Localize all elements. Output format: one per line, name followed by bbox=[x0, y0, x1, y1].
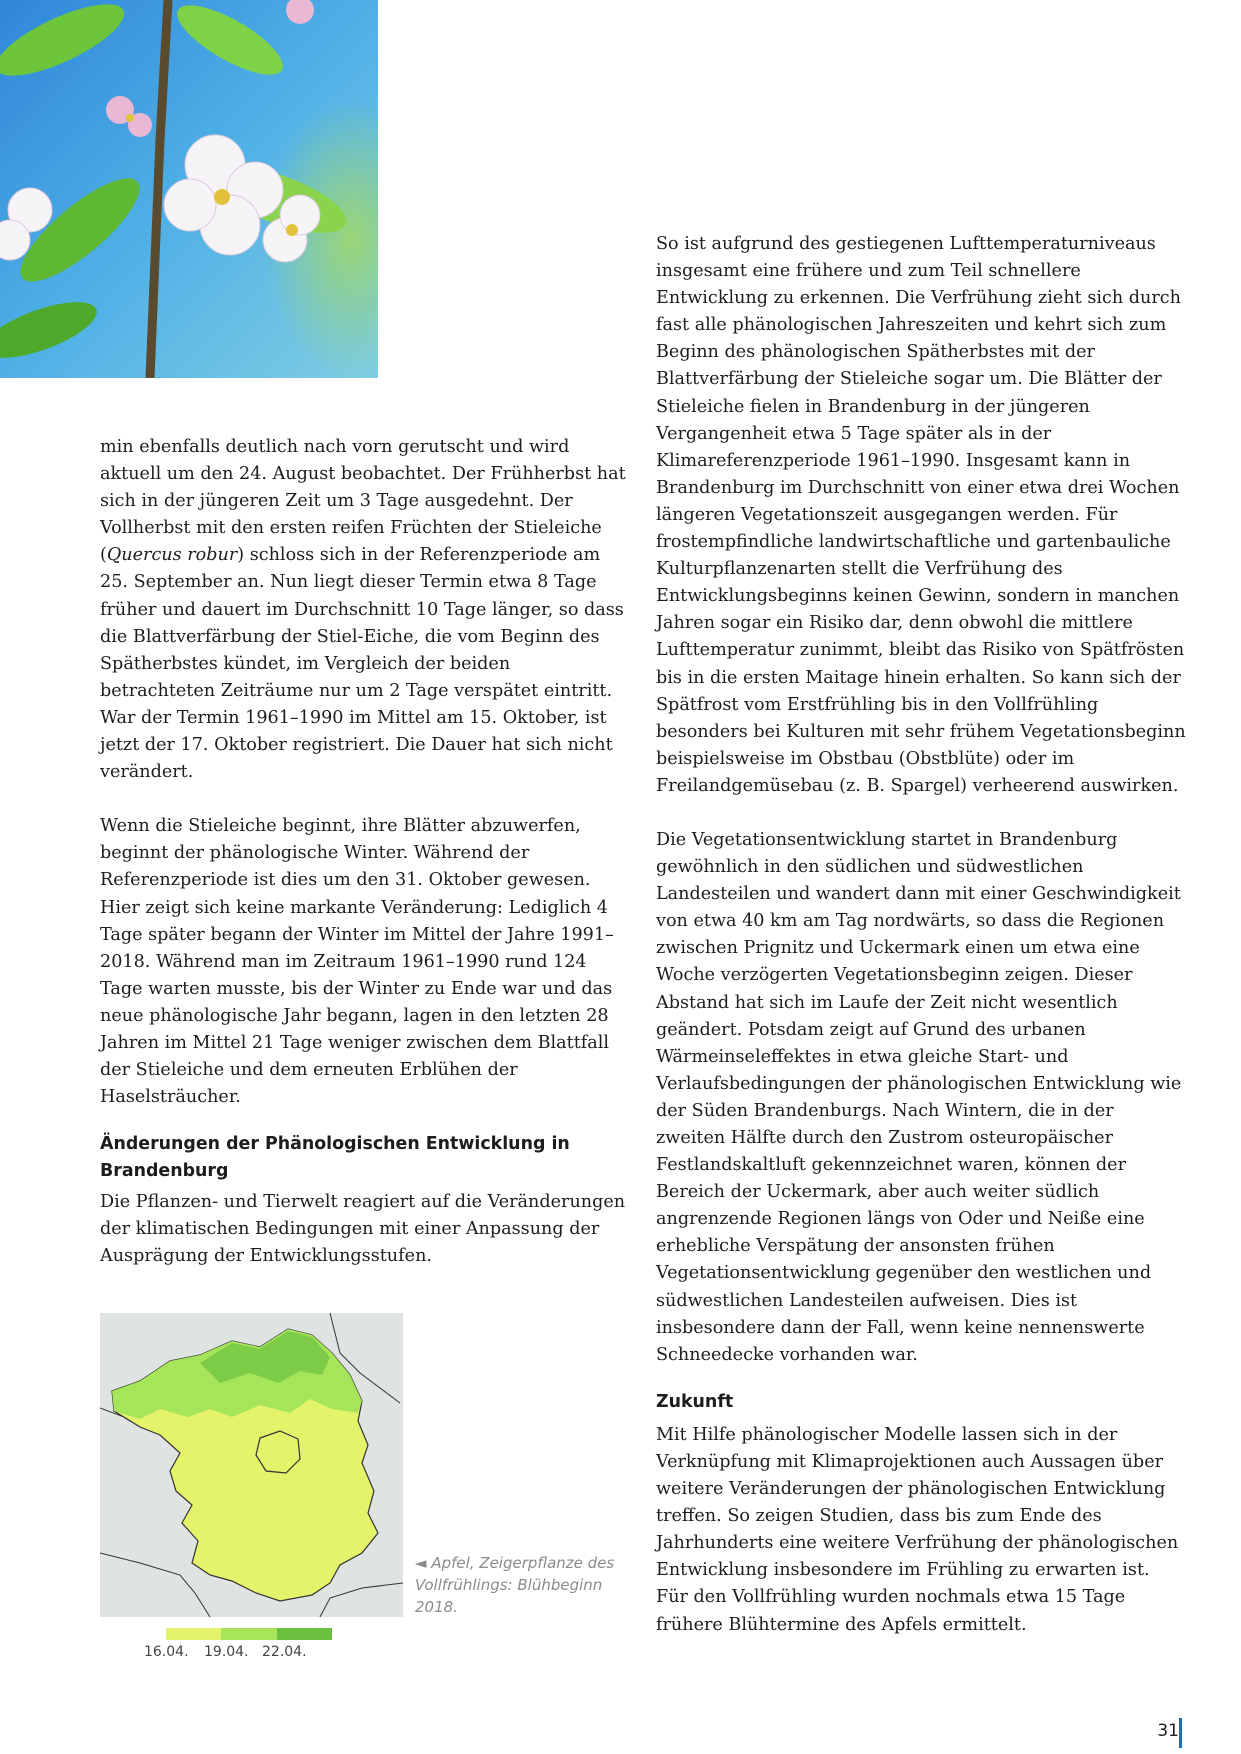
paragraph: Wenn die Stieleiche beginnt, ihre Blätter abzuwerfen, beginnt der phänologische Winter. Während der Referenzperiode ist dies um den 31. Oktober gewesen. Hier zeigt sich keine markante Veränderung: Lediglich 4 Tage später begann der Winter im Mittel der Jahre 1991–2018. Während man im Zeitraum 1961–1990 rund 124 Tage warten musste, bis der Winter zu Ende war und das neue phänologische Jahr begann, lagen in den letzten 28 Jahren im Mittel 21 Tage weniger zwischen dem Blattfall der Stieleiche und dem erneuten Erblühen der Haselsträucher. bbox=[100, 816, 614, 1108]
paragraph: Die Vegetationsentwicklung startet in Brandenburg gewöhnlich in den südlichen und südwestlichen Landesteilen und wandert dann mit einer Geschwindigkeit von etwa 40 km am Tag nordwärts, so dass die Regionen zwischen Prignitz und Uckermark einen um etwa eine Woche verzögerten Vegetationsbeginn zeigen. Dieser Abstand hat sich im Laufe der Zeit nicht wesentlich geändert. Potsdam zeigt auf Grund des urbanen Wärmeinseleffektes in etwa gleiche Start- und Verlaufsbedingungen der phänologischen Entwicklung wie der Süden Brandenburgs. Nach Wintern, die in der zweiten Hälfte durch den Zustrom osteuropäischer Festlandskaltluft gekennzeichnet waren, können der Bereich der Uckermark, aber auch weiter südlich angrenzende Regionen längs von Oder und Neiße eine erhebliche Verspätung der ansonsten frühen Vegetationsentwicklung gegenüber den westlichen und südwestlichen Landesteilen aufweisen. Dies ist insbesondere dann der Fall, wenn keine nennenswerte Schneedecke vorhanden war. bbox=[656, 829, 1182, 1365]
legend-swatch bbox=[166, 1628, 221, 1640]
figure-caption: ◄ Apfel, Zeigerpflanze des Vollfrühlings: Blühbeginn 2018. bbox=[415, 1554, 615, 1616]
brandenburg-map bbox=[100, 1313, 403, 1617]
paragraph: min ebenfalls deutlich nach vorn gerutscht und wird aktuell um den 24. August beobachtet. Der Frühherbst hat sich in der jüngeren Zeit um 3 Tage ausgedehnt. Der Vollherbst mit den ersten reifen Früchten der Stieleiche (Quercus robur) schloss sich in der Referenzperiode am 25. September an. Nun liegt dieser Termin etwa 8 Tage früher und dauert im Durchschnitt 10 Tage länger, so dass die Blattverfärbung der Stiel-Eiche, die vom Beginn des Spätherbstes kündet, im Vergleich der beiden betrachteten Zeiträume nur um 2 Tage verspätet eintritt. War der Termin 1961–1990 im Mittel am 15. Oktober, ist jetzt der 17. Oktober registriert. Die Dauer hat sich nicht verändert. bbox=[100, 437, 626, 783]
page-number-accent bbox=[1179, 1718, 1182, 1748]
section-heading: Änderungen der Phänologischen Entwicklung in Brandenburg bbox=[100, 1134, 570, 1182]
paragraph: Mit Hilfe phänologischer Modelle lassen sich in der Verknüpfung mit Klimaprojektionen auch Aussagen über weitere Veränderungen der phänologischen Entwicklung treffen. So zeigen Studien, dass bis zum Ende des Jahrhunderts eine weitere Verfrühung der phänologischen Entwicklung insbesondere im Frühling zu erwarten ist. Für den Vollfrühling wurden nochmals etwa 15 Tage frühere Blühtermine des Apfels ermittelt. bbox=[656, 1424, 1179, 1635]
right-text-column bbox=[656, 231, 1186, 1639]
page-number: 31 bbox=[1157, 1721, 1179, 1741]
legend-swatch bbox=[277, 1628, 332, 1640]
legend-label: 19.04. bbox=[204, 1644, 249, 1660]
paragraph: So ist aufgrund des gestiegenen Lufttemperaturniveaus insgesamt eine frühere und zum Teil schnellere Entwicklung zu erkennen. Die Verfrühung zieht sich durch fast alle phänologischen Jahreszeiten und kehrt sich zum Beginn des phänologischen Spätherbstes mit der Blattverfärbung der Stieleiche sogar um. Die Blätter der Stieleiche fielen in Brandenburg in der jüngeren Vergangenheit etwa 5 Tage später als in der Klimareferenzperiode 1961–1990. Insgesamt kann in Brandenburg im Durchschnitt von einer etwa drei Wochen längeren Vegetationszeit ausgegangen werden. Für frostempfindliche landwirtschaftliche und gartenbauliche Kulturpflanzenarten stellt die Verfrühung des Entwicklungsbeginns keinen Gewinn, sondern in manchen Jahren sogar ein Risiko dar, denn obwohl die mittlere Lufttemperatur zunimmt, bleibt das Risiko von Spätfrösten bis in die ersten Maitage hinein erhalten. So kann sich der Spätfrost vom Erstfrühling bis in den Vollfrühling besonders bei Kulturen mit sehr frühem Vegetationsbeginn beispielsweise im Obstbau (Obstblüte) oder im Freilandgemüsebau (z. B. Spargel) verheerend auswirken. bbox=[656, 234, 1186, 796]
left-text-column bbox=[100, 434, 630, 1271]
legend-label: 16.04. bbox=[144, 1644, 189, 1660]
apple-blossom-photo bbox=[0, 0, 378, 378]
paragraph: Die Pflanzen- und Tierwelt reagiert auf die Veränderungen der klimatischen Bedingungen mit einer Anpassung der Ausprägung der Entwicklungsstufen. bbox=[100, 1192, 626, 1267]
legend-label: 22.04. bbox=[262, 1644, 307, 1660]
section-heading: Zukunft bbox=[656, 1391, 734, 1412]
map-legend bbox=[166, 1628, 332, 1640]
legend-swatch bbox=[221, 1628, 276, 1640]
